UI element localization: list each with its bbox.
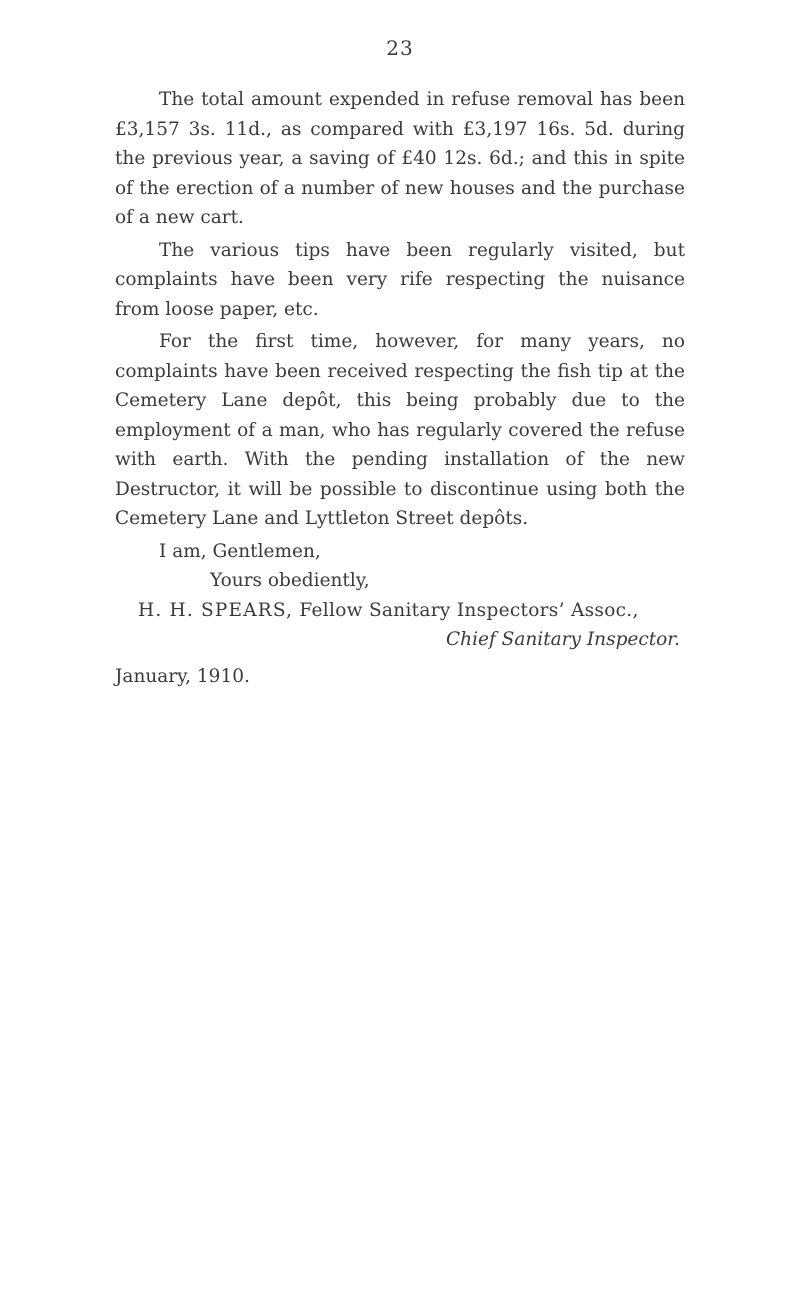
report-body xyxy=(115,85,685,691)
page-number: 23 xyxy=(386,36,414,60)
signature-title: Chief Sanitary Inspector. xyxy=(446,629,680,650)
closing-salutation: I am, Gentlemen, xyxy=(159,540,321,562)
paragraph-tips-complaints: The various tips have been regularly visited, but complaints have been very rife respecting the nuisance from loose paper, etc. xyxy=(115,239,685,320)
signature-name: H. H. SPEARS, xyxy=(138,599,294,621)
signature-line xyxy=(115,596,685,626)
letter-date: January, 1910. xyxy=(115,665,250,687)
signature-credentials: Fellow Sanitary Inspectors’ Assoc., xyxy=(299,599,639,621)
paragraph-fish-tip-depot: For the first time, however, for many years, no complaints have been received respecting the fish tip at the Cemetery Lane depôt, this being probably due to the employment of a man, who has regularly covered the refuse with earth. With the pending installation of the new Destructor, it will be possible to discontinue using both the Cemetery Lane and Lyttleton Street depôts. xyxy=(115,331,685,529)
closing-valediction: Yours obediently, xyxy=(210,570,370,591)
paragraph-refuse-expenditure: The total amount expended in refuse removal has been £3,157 3s. 11d., as compared with £3,197 16s. 5d. during the previous year, a saving of £40 12s. 6d.; and this in spite of the erection of a number of new houses and the purchase of a new cart. xyxy=(115,89,685,228)
